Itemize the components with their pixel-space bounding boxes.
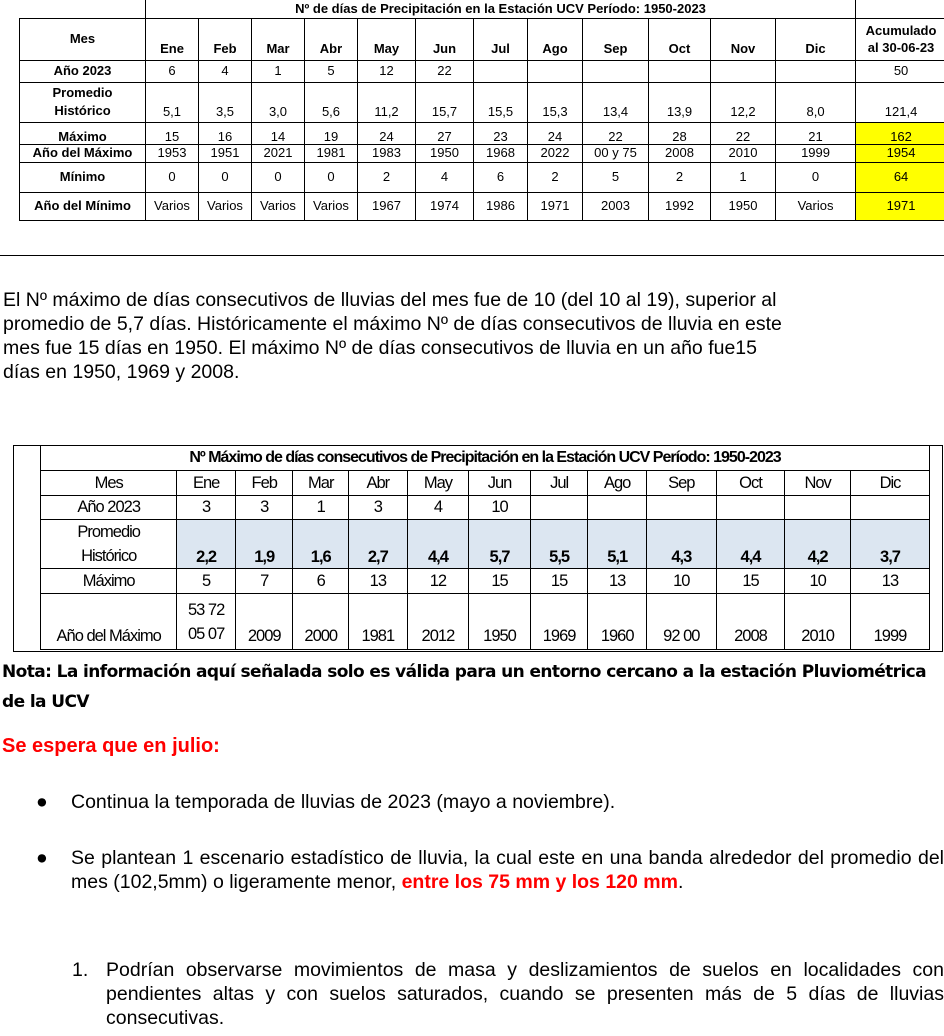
row-label: Año del Mínimo bbox=[20, 192, 146, 220]
month-header: Oct bbox=[649, 18, 711, 60]
bullet-text-part: Se plantean 1 escenario estadístico de lluvia, la cual este en una banda alrededor del promedio del mes (102,5mm) o ligeramente menor, bbox=[71, 847, 944, 893]
table-cell: 4,4 bbox=[407, 519, 469, 568]
table2-title: Nº Máximo de días consecutivos de Precipitación en la Estación UCV Período: 1950-2023 bbox=[41, 446, 930, 470]
paragraph-line: promedio de 5,7 días. Históricamente el máximo Nº de días consecutivos de lluvia en este bbox=[3, 313, 782, 335]
table-cell: 2012 bbox=[407, 593, 469, 649]
table-cell: Varios bbox=[252, 192, 305, 220]
table-cell: 5 bbox=[177, 568, 236, 593]
table-cell bbox=[850, 495, 929, 519]
table-cell: 2,2 bbox=[177, 519, 236, 568]
table-cell: 6 bbox=[293, 568, 349, 593]
table-cell: 23 bbox=[474, 122, 528, 144]
table-cell: 2008 bbox=[649, 144, 711, 162]
paragraph-line: mes fue 15 días en 1950. El máximo Nº de días consecutivos de lluvia en un año fue15 bbox=[3, 337, 757, 359]
acum-cell: 162 bbox=[856, 122, 944, 144]
table-cell: 6 bbox=[146, 60, 199, 82]
table-cell: 12 bbox=[358, 60, 416, 82]
bullet-text bbox=[71, 846, 944, 894]
table-cell: 2022 bbox=[528, 144, 583, 162]
table-cell bbox=[649, 60, 711, 82]
table-cell: 2010 bbox=[785, 593, 851, 649]
table-cell: 13,9 bbox=[649, 82, 711, 122]
table-cell: 3,5 bbox=[199, 82, 252, 122]
table-cell: 15 bbox=[469, 568, 531, 593]
table-cell: 5,5 bbox=[530, 519, 588, 568]
table-cell: Varios bbox=[146, 192, 199, 220]
row-label-line: Promedio bbox=[77, 522, 140, 541]
table1-title: Nº de días de Precipitación en la Estación UCV Período: 1950-2023 bbox=[146, 0, 856, 18]
table-cell: 5,1 bbox=[588, 519, 647, 568]
table-cell: 13,4 bbox=[583, 82, 649, 122]
table-cell: 1953 bbox=[146, 144, 199, 162]
row-label: Año 2023 bbox=[20, 60, 146, 82]
table-cell: 15,3 bbox=[528, 82, 583, 122]
forecast-subtitle: Se espera que en julio: bbox=[2, 735, 220, 757]
row-label: Máximo bbox=[20, 122, 146, 144]
table-cell: 21 bbox=[776, 122, 856, 144]
month-header: Ene bbox=[146, 18, 199, 60]
table-cell: 00 y 75 bbox=[583, 144, 649, 162]
table-cell: 22 bbox=[583, 122, 649, 144]
table-cell: 1,6 bbox=[293, 519, 349, 568]
table-cell: 24 bbox=[358, 122, 416, 144]
bullet-icon: ● bbox=[36, 847, 48, 869]
table-cell: 0 bbox=[146, 162, 199, 192]
table-cell: 3,7 bbox=[850, 519, 929, 568]
table-cell bbox=[646, 495, 716, 519]
month-header: Abr bbox=[305, 18, 358, 60]
acum-cell: 121,4 bbox=[856, 82, 944, 122]
table-cell: 15 bbox=[146, 122, 199, 144]
acum-cell: 1954 bbox=[856, 144, 944, 162]
table-cell: 4,2 bbox=[785, 519, 851, 568]
table-cell: 1992 bbox=[649, 192, 711, 220]
table-cell: 1999 bbox=[776, 144, 856, 162]
table-cell bbox=[785, 495, 851, 519]
table-cell bbox=[528, 60, 583, 82]
table-cell: 1969 bbox=[530, 593, 588, 649]
table-cell: 27 bbox=[416, 122, 474, 144]
table-cell bbox=[716, 495, 785, 519]
table-cell: 2010 bbox=[711, 144, 776, 162]
bullet-item bbox=[36, 846, 944, 894]
month-header: Jul bbox=[530, 470, 588, 495]
row-label: Año del Máximo bbox=[20, 144, 146, 162]
bullet-highlight: entre los 75 mm y los 120 mm bbox=[401, 871, 678, 893]
table-cell: 5,7 bbox=[469, 519, 531, 568]
paragraph bbox=[3, 288, 944, 384]
table-cell: 10 bbox=[785, 568, 851, 593]
table-cell: 2009 bbox=[235, 593, 293, 649]
row-label-line: Promedio bbox=[52, 85, 113, 100]
acum-header-line: al 30-06-23 bbox=[867, 40, 935, 55]
table-cell: 1974 bbox=[416, 192, 474, 220]
row-label: Mínimo bbox=[20, 162, 146, 192]
table-cell bbox=[776, 60, 856, 82]
table-cell: 3 bbox=[235, 495, 293, 519]
table-cell: 1950 bbox=[416, 144, 474, 162]
acum-cell: 1971 bbox=[856, 192, 944, 220]
table-cell: 2021 bbox=[252, 144, 305, 162]
table-cell: 3 bbox=[177, 495, 236, 519]
table-cell: 2008 bbox=[716, 593, 785, 649]
month-header: Jul bbox=[474, 18, 528, 60]
table-cell bbox=[711, 60, 776, 82]
month-header: Feb bbox=[199, 18, 252, 60]
month-header: Ago bbox=[528, 18, 583, 60]
table-cell: 28 bbox=[649, 122, 711, 144]
acum-cell: 64 bbox=[856, 162, 944, 192]
month-header: Jun bbox=[469, 470, 531, 495]
month-header: Sep bbox=[646, 470, 716, 495]
note: Nota: La información aquí señalada solo es válida para un entorno cercano a la estación Pluviométrica de la UCV bbox=[2, 662, 927, 712]
table-cell: 2000 bbox=[293, 593, 349, 649]
row-label bbox=[41, 519, 177, 568]
table-cell: 1971 bbox=[528, 192, 583, 220]
table-cell: 1981 bbox=[349, 593, 408, 649]
table-cell: 1981 bbox=[305, 144, 358, 162]
table-cell: 19 bbox=[305, 122, 358, 144]
divider bbox=[0, 255, 944, 256]
table-cell: 1951 bbox=[199, 144, 252, 162]
table-cell: 0 bbox=[305, 162, 358, 192]
table-cell: 12 bbox=[407, 568, 469, 593]
table-cell: 1950 bbox=[469, 593, 531, 649]
table-cell: 1,9 bbox=[235, 519, 293, 568]
bullet-text-end: . bbox=[677, 871, 684, 893]
consecutive-days-frame bbox=[13, 445, 943, 652]
table-cell: 5,1 bbox=[146, 82, 199, 122]
bullet-icon: ● bbox=[36, 791, 48, 813]
table-cell: 1999 bbox=[850, 593, 929, 649]
table-cell: 10 bbox=[469, 495, 531, 519]
table-cell: 0 bbox=[252, 162, 305, 192]
table-cell: 13 bbox=[850, 568, 929, 593]
month-header-label: Mes bbox=[20, 18, 146, 60]
table-cell: 1960 bbox=[588, 593, 647, 649]
month-header: Dic bbox=[776, 18, 856, 60]
numbered-text: Podrían observarse movimientos de masa y deslizamientos de suelos en localidades con pendientes altas y con suelos saturados, cuando se presenten más de 5 días de lluvias consecutivas. bbox=[106, 959, 944, 1029]
table-cell: 13 bbox=[588, 568, 647, 593]
table-cell: Varios bbox=[776, 192, 856, 220]
row-label-line: Histórico bbox=[54, 103, 111, 118]
month-header: Abr bbox=[349, 470, 408, 495]
table-cell: 6 bbox=[474, 162, 528, 192]
table-cell: 1 bbox=[293, 495, 349, 519]
month-header-label: Mes bbox=[41, 470, 177, 495]
table-cell: 7 bbox=[235, 568, 293, 593]
month-header: May bbox=[407, 470, 469, 495]
month-header: Oct bbox=[716, 470, 785, 495]
acum-header bbox=[856, 18, 944, 60]
month-header: May bbox=[358, 18, 416, 60]
month-header: Sep bbox=[583, 18, 649, 60]
table-cell: 24 bbox=[528, 122, 583, 144]
table-cell: 4 bbox=[407, 495, 469, 519]
table-cell: 4,3 bbox=[646, 519, 716, 568]
row-label: Año 2023 bbox=[41, 495, 177, 519]
table-cell: 0 bbox=[199, 162, 252, 192]
table-cell: 15,5 bbox=[474, 82, 528, 122]
month-header: Jun bbox=[416, 18, 474, 60]
precipitation-days-table bbox=[19, 0, 944, 221]
acum-header-line: Acumulado bbox=[865, 23, 937, 38]
acum-cell: 50 bbox=[856, 60, 944, 82]
table-cell: Varios bbox=[199, 192, 252, 220]
month-header: Nov bbox=[785, 470, 851, 495]
month-header: Ene bbox=[177, 470, 236, 495]
table-cell: 16 bbox=[199, 122, 252, 144]
row-label: Máximo bbox=[41, 568, 177, 593]
table-cell: Varios bbox=[305, 192, 358, 220]
table-cell: 2 bbox=[649, 162, 711, 192]
table-cell: 1983 bbox=[358, 144, 416, 162]
item-number: 1. bbox=[72, 959, 89, 981]
month-header: Mar bbox=[293, 470, 349, 495]
table-cell bbox=[588, 495, 647, 519]
acum-top-cell bbox=[856, 0, 944, 18]
table-cell: 1986 bbox=[474, 192, 528, 220]
table-cell: 4 bbox=[416, 162, 474, 192]
table-cell bbox=[474, 60, 528, 82]
table-cell: 5,6 bbox=[305, 82, 358, 122]
month-header: Dic bbox=[850, 470, 929, 495]
table-cell: 22 bbox=[416, 60, 474, 82]
bullet-item bbox=[36, 790, 944, 814]
table-cell: 2 bbox=[358, 162, 416, 192]
table-cell: 3 bbox=[349, 495, 408, 519]
table-cell: 11,2 bbox=[358, 82, 416, 122]
table-cell bbox=[530, 495, 588, 519]
table-cell: 4 bbox=[199, 60, 252, 82]
table-cell: 10 bbox=[646, 568, 716, 593]
table-cell: 5 bbox=[305, 60, 358, 82]
table-cell: 1968 bbox=[474, 144, 528, 162]
cell-line: 53 72 bbox=[187, 600, 225, 619]
row-label-line: Histórico bbox=[81, 546, 137, 565]
table-cell: 14 bbox=[252, 122, 305, 144]
table-cell: 2003 bbox=[583, 192, 649, 220]
table-cell: 15 bbox=[716, 568, 785, 593]
table-cell: 1 bbox=[252, 60, 305, 82]
month-header: Feb bbox=[235, 470, 293, 495]
table-cell: 92 00 bbox=[646, 593, 716, 649]
numbered-item bbox=[72, 958, 944, 1030]
table-cell: 15,7 bbox=[416, 82, 474, 122]
paragraph-line: días en 1950, 1969 y 2008. bbox=[3, 361, 240, 383]
table-cell: 1967 bbox=[358, 192, 416, 220]
table-cell: 8,0 bbox=[776, 82, 856, 122]
table-cell: 12,2 bbox=[711, 82, 776, 122]
table-cell: 13 bbox=[349, 568, 408, 593]
table-cell: 2,7 bbox=[349, 519, 408, 568]
table-cell: 5 bbox=[583, 162, 649, 192]
bullet-text: Continua la temporada de lluvias de 2023 (mayo a noviembre). bbox=[71, 791, 616, 813]
table-cell: 0 bbox=[776, 162, 856, 192]
table-cell: 4,4 bbox=[716, 519, 785, 568]
row-label: Año del Máximo bbox=[41, 593, 177, 649]
month-header: Mar bbox=[252, 18, 305, 60]
cell-line: 05 07 bbox=[187, 624, 225, 643]
month-header: Nov bbox=[711, 18, 776, 60]
table-cell bbox=[177, 593, 236, 649]
table-cell: 3,0 bbox=[252, 82, 305, 122]
table-cell: 1950 bbox=[711, 192, 776, 220]
row-label bbox=[20, 82, 146, 122]
paragraph-line: El Nº máximo de días consecutivos de lluvias del mes fue de 10 (del 10 al 19), superior al bbox=[3, 289, 777, 311]
month-header: Ago bbox=[588, 470, 647, 495]
table-cell: 22 bbox=[711, 122, 776, 144]
corner-cell bbox=[20, 0, 146, 18]
consecutive-days-table bbox=[40, 446, 930, 650]
table-cell: 2 bbox=[528, 162, 583, 192]
table-cell: 15 bbox=[530, 568, 588, 593]
table-cell: 1 bbox=[711, 162, 776, 192]
table-cell bbox=[583, 60, 649, 82]
